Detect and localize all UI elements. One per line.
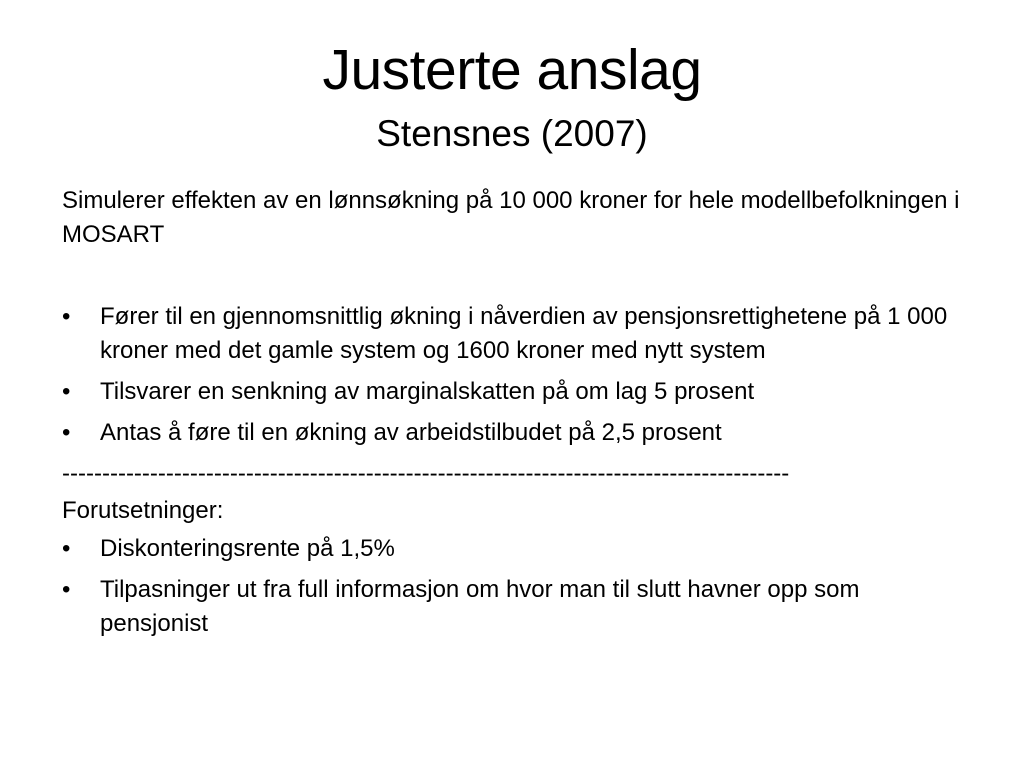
bullet-text: Fører til en gjennomsnittlig økning i nåverdien av pensjonsrettighetene på 1 000 kroner med det gamle system og 1600 kroner med nytt system — [100, 303, 948, 364]
bullet-icon: • — [62, 303, 71, 330]
slide-subtitle: Stensnes (2007) — [376, 113, 648, 154]
bullet-icon: • — [62, 535, 71, 562]
dashed-divider: ------------------------------------------------------------------------------------------- — [62, 460, 790, 487]
list-item — [62, 300, 962, 368]
bullet-text: Tilsvarer en senkning av marginalskatten på om lag 5 prosent — [100, 378, 755, 405]
list-item — [62, 532, 962, 566]
bullet-text: Antas å føre til en økning av arbeidstilbudet på 2,5 prosent — [100, 419, 722, 446]
slide-body — [62, 184, 962, 648]
slide-title: Justerte anslag — [322, 38, 702, 102]
bullet-icon: • — [62, 419, 71, 446]
assumptions-list — [62, 532, 962, 641]
intro-paragraph: Simulerer effekten av en lønnsøkning på 10 000 kroner for hele modellbefolkningen i MOSART — [62, 187, 960, 248]
bullet-text: Diskonteringsrente på 1,5% — [100, 535, 395, 562]
list-item — [62, 573, 962, 641]
bullet-text: Tilpasninger ut fra full informasjon om hvor man til slutt havner opp som pensjonist — [100, 576, 860, 637]
list-item — [62, 375, 962, 409]
effects-list — [62, 300, 962, 450]
list-item — [62, 416, 962, 450]
bullet-icon: • — [62, 576, 71, 603]
assumptions-heading: Forutsetninger: — [62, 497, 224, 524]
bullet-icon: • — [62, 378, 71, 405]
